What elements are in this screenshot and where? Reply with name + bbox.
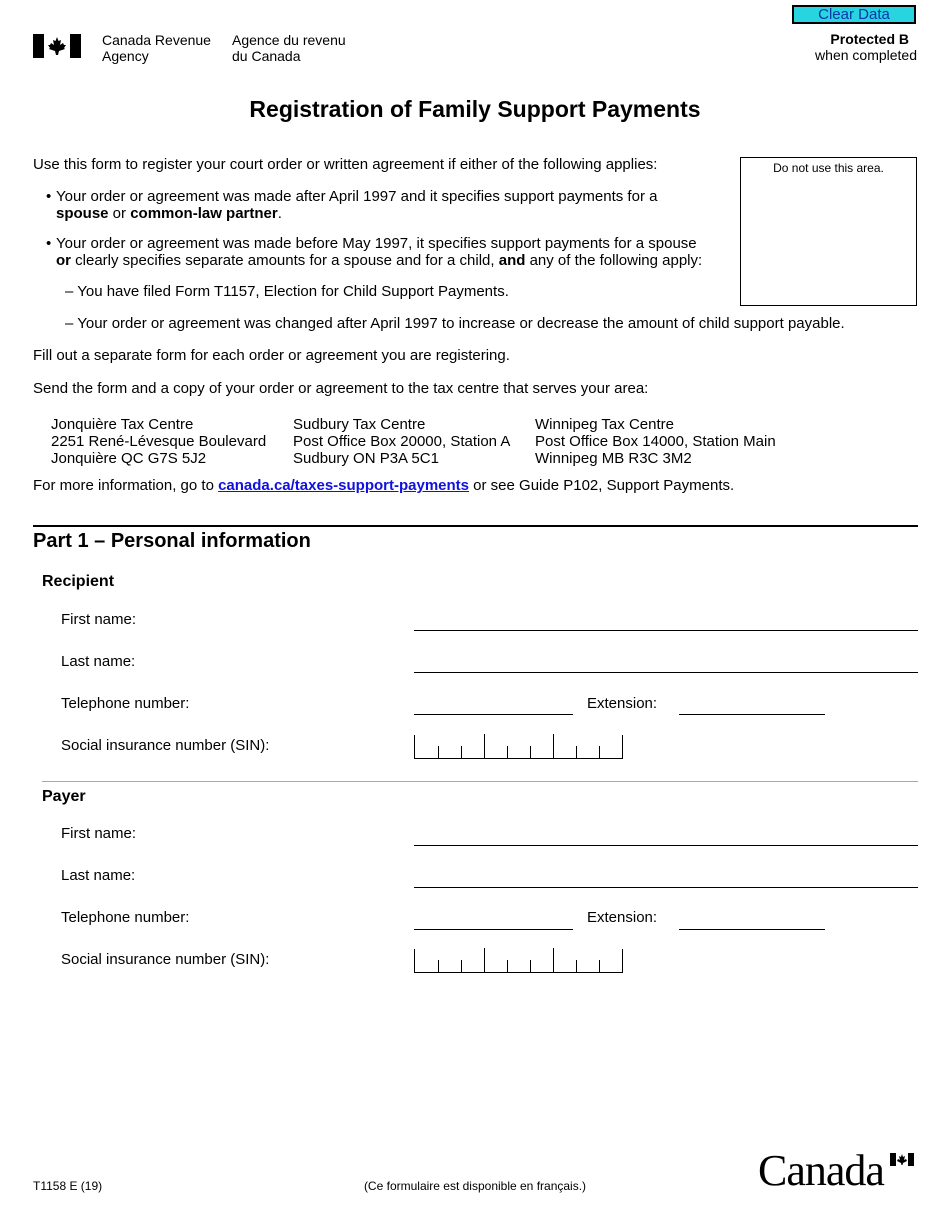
payer-sin-label: Social insurance number (SIN): <box>61 951 270 968</box>
recipient-sin-label: Social insurance number (SIN): <box>61 737 270 754</box>
payer-telephone-label: Telephone number: <box>61 909 190 926</box>
part1-divider <box>33 525 918 527</box>
wordmark-flag-icon <box>890 1153 914 1166</box>
bullet-dot: • <box>46 188 52 205</box>
sin-digit-separator <box>599 746 600 758</box>
recipient-heading: Recipient <box>42 573 115 590</box>
tax-centre-city: Sudbury ON P3A 5C1 <box>293 450 439 467</box>
canada-flag-icon <box>33 34 81 58</box>
recipient-first-name-field[interactable] <box>414 630 918 631</box>
bullet-2 <box>46 235 702 269</box>
sin-digit-separator <box>599 960 600 972</box>
send-instructions: Send the form and a copy of your order or agreement to the tax centre that serves your area: <box>33 380 649 397</box>
bullet2-or: or <box>56 252 71 269</box>
tax-centre-address: Post Office Box 20000, Station A <box>293 433 511 450</box>
bullet1-line1: Your order or agreement was made after April 1997 and it specifies support payments for a <box>56 188 658 205</box>
sin-digit-separator <box>576 746 577 758</box>
more-info-suffix: or see Guide P102, Support Payments. <box>469 477 735 494</box>
agency-en-line2: Agency <box>102 48 149 64</box>
agency-name-en <box>102 32 211 64</box>
bullet-1 <box>46 188 657 222</box>
bullet2-line1: Your order or agreement was made before May 1997, it specifies support payments for a spouse <box>56 235 697 252</box>
protected-label: Protected B <box>830 31 909 47</box>
recipient-last-name-label: Last name: <box>61 653 136 670</box>
bullet1-spouse: spouse <box>56 205 109 222</box>
recipient-telephone-label: Telephone number: <box>61 695 190 712</box>
payer-sin-field[interactable] <box>414 949 623 973</box>
recipient-extension-label: Extension: <box>587 695 658 712</box>
bullet2-middle: clearly specifies separate amounts for a spouse and for a child, <box>71 252 499 269</box>
bullet2-end: any of the following apply: <box>525 252 703 269</box>
recipient-extension-field[interactable] <box>679 714 825 715</box>
payer-extension-field[interactable] <box>679 929 825 930</box>
bullet1-or: or <box>108 205 131 222</box>
separate-form-note: Fill out a separate form for each order or agreement you are registering. <box>33 347 510 364</box>
sin-digit-separator <box>484 948 485 972</box>
support-payments-link[interactable]: canada.ca/taxes-support-payments <box>218 477 469 494</box>
bullet1-partner: common-law partner <box>130 205 278 222</box>
sin-digit-separator <box>461 746 462 758</box>
payer-extension-label: Extension: <box>587 909 658 926</box>
tax-centre-name: Sudbury Tax Centre <box>293 416 426 433</box>
bullet2-and: and <box>498 252 526 269</box>
payer-last-name-label: Last name: <box>61 867 136 884</box>
sin-digit-separator <box>530 960 531 972</box>
recipient-telephone-field[interactable] <box>414 714 573 715</box>
recipient-payer-divider <box>42 781 918 782</box>
sin-digit-separator <box>484 734 485 758</box>
clear-data-button[interactable]: Clear Data <box>792 5 916 24</box>
office-use-label: Do not use this area. <box>773 161 884 175</box>
tax-centre-name: Jonquière Tax Centre <box>51 416 194 433</box>
part1-title: Part 1 – Personal information <box>33 530 311 552</box>
payer-last-name-field[interactable] <box>414 887 918 888</box>
sin-digit-separator <box>507 960 508 972</box>
recipient-sin-field[interactable] <box>414 735 623 759</box>
canada-wordmark <box>758 1148 884 1194</box>
tax-centre-winnipeg <box>535 416 776 467</box>
payer-telephone-field[interactable] <box>414 929 573 930</box>
payer-heading: Payer <box>42 788 86 805</box>
tax-centre-jonquiere <box>51 416 266 467</box>
recipient-last-name-field[interactable] <box>414 672 918 673</box>
agency-fr-line2: du Canada <box>232 48 301 64</box>
tax-centre-name: Winnipeg Tax Centre <box>535 416 674 433</box>
canada-wordmark-text: Canada <box>758 1146 884 1195</box>
form-id: T1158 E (19) <box>33 1179 103 1193</box>
agency-fr-line1: Agence du revenu <box>232 32 346 48</box>
sin-digit-separator <box>461 960 462 972</box>
agency-en-line1: Canada Revenue <box>102 32 211 48</box>
tax-centre-address: 2251 René-Lévesque Boulevard <box>51 433 267 450</box>
when-completed-label: when completed <box>815 47 917 63</box>
french-availability-note: (Ce formulaire est disponible en français.) <box>363 1179 587 1193</box>
sin-digit-separator <box>438 960 439 972</box>
more-info <box>33 477 734 494</box>
agency-name-fr <box>232 32 346 64</box>
payer-first-name-field[interactable] <box>414 845 918 846</box>
more-info-prefix: For more information, go to <box>33 477 219 494</box>
office-use-box <box>740 157 917 306</box>
tax-centre-city: Jonquière QC G7S 5J2 <box>51 450 207 467</box>
sin-digit-separator <box>507 746 508 758</box>
tax-centre-address: Post Office Box 14000, Station Main <box>535 433 776 450</box>
intro-lead: Use this form to register your court order or written agreement if either of the following applies: <box>33 156 658 173</box>
sin-digit-separator <box>438 746 439 758</box>
sin-digit-separator <box>530 746 531 758</box>
page-title: Registration of Family Support Payments <box>249 96 701 122</box>
tax-centre-city: Winnipeg MB R3C 3M2 <box>535 450 692 467</box>
sin-digit-separator <box>576 960 577 972</box>
sin-digit-separator <box>553 948 554 972</box>
bullet-dot: • <box>46 235 52 252</box>
dash-item-1: – You have filed Form T1157, Election for Child Support Payments. <box>65 283 509 300</box>
dash-item-2: – Your order or agreement was changed after April 1997 to increase or decrease the amount of child support payable. <box>65 315 845 332</box>
bullet1-end: . <box>277 205 282 222</box>
sin-digit-separator <box>553 734 554 758</box>
recipient-first-name-label: First name: <box>61 611 137 628</box>
tax-centre-sudbury <box>293 416 510 467</box>
payer-first-name-label: First name: <box>61 825 137 842</box>
